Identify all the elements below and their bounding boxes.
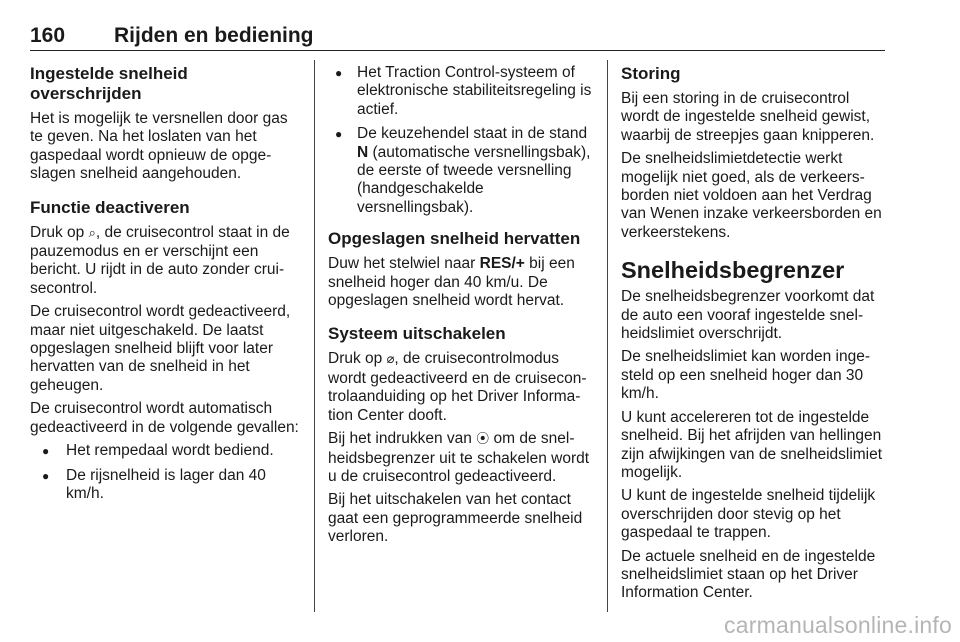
paragraph-switch-off: Druk op ⌀, de cruisecontrolmodus wordt gedeactiveerd en de cruisecontrolaanduiding op het Driver Information Center dooft. — [328, 350, 587, 424]
speed-limiter-icon: ⦿ — [476, 432, 490, 448]
list-item: ● De rijsnelheid is lager dan 40 km/h. — [30, 467, 302, 504]
heading-resume-speed: Opgeslagen snelheid hervatten — [328, 229, 581, 249]
page-number: 160 — [30, 24, 66, 47]
paragraph-deactivate-2: De cruisecontrol wordt gedeactiveerd, maar niet uitgeschakeld. De laatst opgeslagen snelheid blijft voor later hervatten van de snelheid in het geheugen. — [30, 303, 291, 394]
column-divider — [607, 60, 608, 612]
deactivate-conditions-list — [30, 442, 302, 503]
list-item: ● De keuzehendel staat in de stand N (automatische versnellingsbak), de eerste of tweede versnelling (handgeschakelde versnellingsbak). — [328, 125, 594, 217]
column-divider — [314, 60, 315, 612]
heading-switch-off: Systeem uitschakelen — [328, 324, 506, 344]
heading-exceed-speed: Ingestelde snelheid overschrijden — [30, 64, 188, 103]
column-1 — [30, 64, 302, 509]
paragraph-deactivate: Druk op ⌕, de cruisecontrol staat in de pauzemodus en er verschijnt een bericht. U rijdt in de auto zonder cruisecontrol. — [30, 223, 290, 297]
paragraph-exceed: Het is mogelijk te versnellen door gas te geven. Na het loslaten van het gaspedaal wordt opnieuw de opgeslagen snelheid aangehouden. — [30, 110, 288, 183]
chapter-title: Rijden en bediening — [114, 24, 314, 47]
heading-deactivate: Functie deactiveren — [30, 197, 190, 217]
deactivate-conditions-list-cont — [328, 64, 594, 217]
paragraph-auto-deactivate: De cruisecontrol wordt automatisch gedeactiveerd in de volgende gevallen: — [30, 400, 299, 436]
paragraph-detection: De snelheidslimietdetectie werkt mogelijk niet goed, als de verkeersborden niet voldoen aan het Verdrag van Wenen inzake verkeersborden en verkeerstekens. — [621, 150, 882, 241]
heading-fault: Storing — [621, 64, 681, 83]
watermark: carmanualsonline.info — [724, 612, 952, 638]
page-header — [30, 18, 885, 51]
paragraph-resume: Duw het stelwiel naar RES/+ bij een snelheid hoger dan 40 km/u. De opgeslagen snelheid wordt hervat. — [328, 255, 575, 310]
paragraph-limiter-2: De snelheidslimiet kan worden ingesteld op een snelheid hoger dan 30 km/h. — [621, 348, 871, 403]
column-3 — [621, 64, 887, 608]
heading-speed-limiter: Snelheidsbegrenzer — [621, 257, 845, 284]
paragraph-fault: Bij een storing in de cruisecontrol wordt de ingestelde snelheid gewist, waarbij de streepjes gaan knipperen. — [621, 90, 875, 144]
paragraph-limiter-switch: Bij het indrukken van ⦿ om de snelheidsbegrenzer uit te schakelen wordt u de cruisecontrol gedeactiveerd. — [328, 430, 590, 485]
paragraph-limiter-1: De snelheidsbegrenzer voorkomt dat de auto een vooraf ingestelde snelheidslimiet overschrijdt. — [621, 288, 875, 343]
column-2 — [328, 64, 594, 552]
list-item: ● Het Traction Control-systeem of elektronische stabiliteitsregeling is actief. — [328, 64, 594, 119]
paragraph-limiter-4: U kunt de ingestelde snelheid tijdelijk overschrijden door stevig op het gaspedaal te trappen. — [621, 487, 876, 542]
cruise-off-icon: ⌀ — [386, 352, 395, 368]
paragraph-limiter-5: De actuele snelheid en de ingestelde snelheidslimiet staan op het Driver Information Center. — [621, 547, 876, 602]
paragraph-contact-off: Bij het uitschakelen van het contact gaat een geprogrammeerde snelheid verloren. — [328, 491, 583, 546]
cruise-pause-icon: ⌕ — [88, 225, 96, 241]
list-item: ● Het rempedaal wordt bediend. — [30, 442, 302, 460]
paragraph-limiter-3: U kunt accelereren tot de ingestelde snelheid. Bij het afrijden van hellingen zijn afwijkingen van de snelheidslimiet mogelijk. — [621, 408, 883, 481]
